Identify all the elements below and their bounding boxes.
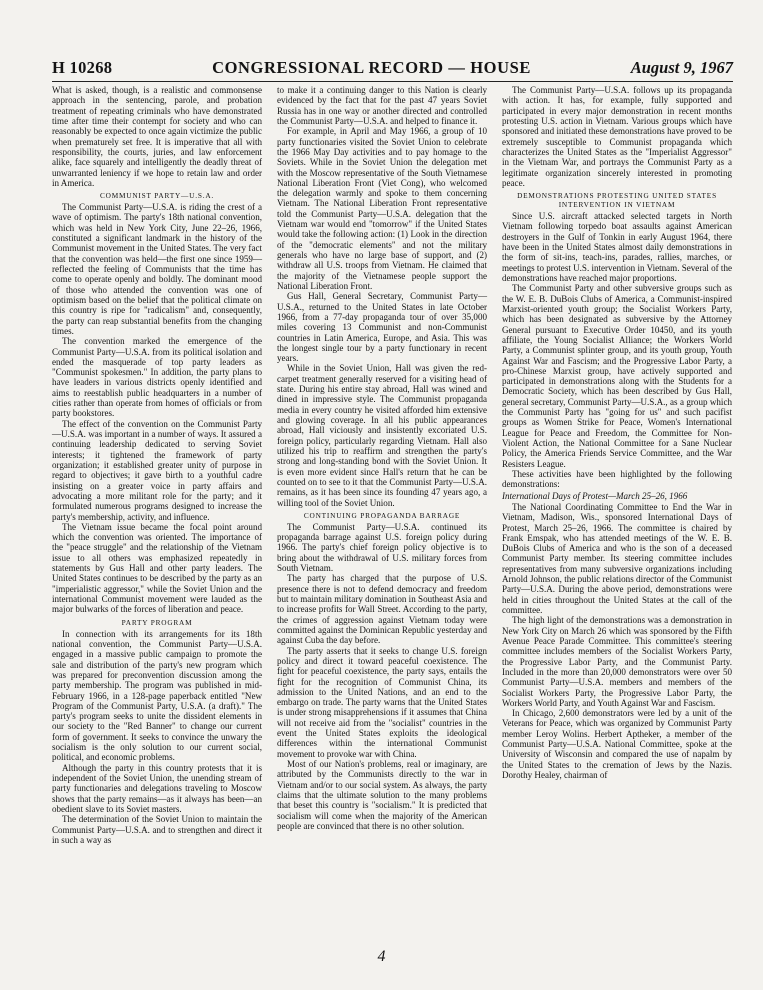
text-column-2 <box>277 85 487 831</box>
text-column-3 <box>502 85 732 780</box>
paragraph: Gus Hall, General Secretary, Communist Party—U.S.A., returned to the United States in late October 1966, from a 77-day propaganda tour of over 35,000 miles covering 13 Communist and non-Communist countries in Latin America, Europe, and Asia. This was the longest single tour by a party functionary in recent years. <box>277 291 487 364</box>
paragraph: While in the Soviet Union, Hall was given the red-carpet treatment generally reserved for a visiting head of state. During his entire stay abroad, Hall was wined and dined in impressive style. The Communist propaganda media in every country he visited afforded him extensive and glowing coverage. In all his public appearances abroad, Hall viciously and insistently excoriated U.S. foreign policy, particularly regarding Vietnam. Hall also utilized his trip to reaffirm and strengthen the party's strong and long-standing bond with the Soviet Union. It is even more evident since Hall's return that he can be counted on to see to it that the Communist Party—U.S.A. remains, as it has been since its founding 47 years ago, a willing tool of the Soviet Union. <box>277 363 487 508</box>
paragraph: Although the party in this country protests that it is independent of the Soviet Union, the unending stream of party functionaries and delegations traveling to Moscow shows that the party remains—as it always has been—an obedient slave to its Soviet masters. <box>52 762 262 814</box>
paragraph: The Communist Party—U.S.A. follows up its propaganda with action. It has, for example, fully supported and participated in every major demonstration in recent months protesting U.S. action in Vietnam. Various groups which have sponsored and initiated these demonstrations have proved to be extremely susceptible to Communist propaganda which characterizes the United States as the "Imperialist Aggressor" in the Vietnam War, and portrays the Communist Party as a legitimate organization sincerely interested in promoting peace. <box>502 85 732 188</box>
paragraph: Most of our Nation's problems, real or imaginary, are attributed by the Communists directly to the war in Vietnam and/or to our social system. As always, the party claims that the ultimate solution to the many problems that beset this country is "socialism." It is predicted that socialism will come when the majority of the American people are convinced that there is no other solution. <box>277 759 487 831</box>
paragraph: The effect of the convention on the Communist Party—U.S.A. was important in a number of ways. It assured a continuing leadership dedicated to serving Soviet interests; it tightened the framework of party organization; it established greater unity of purpose in regard to objectives; it gave birth to a youthful cadre insisting on a greater voice in party affairs and advocating a more militant role for the party; and it formulated numerous programs designed to increase the party's membership, activity, and influence. <box>52 418 262 522</box>
paragraph: The National Coordinating Committee to End the War in Vietnam, Madison, Wis., sponsored International Days of Protest, March 25–26, 1966. The committee is chaired by Frank Emspak, who has attended meetings of the W. E. B. DuBois Clubs of America and who is the son of a deceased Communist Party member. Its steering committee includes representatives from many subversive organizations including Arnold Johnson, the public relations director of the Communist Party—U.S.A. During the above period, demonstrations were held in cities throughout the United States at the call of the committee. <box>502 501 732 615</box>
page-header <box>52 58 733 80</box>
section-heading: DEMONSTRATIONS PROTESTING UNITED STATES INTERVENTION IN VIETNAM <box>517 191 717 210</box>
section-heading: COMMUNIST PARTY—U.S.A. <box>99 191 215 201</box>
paragraph: The high light of the demonstrations was a demonstration in New York City on March 26 which was sponsored by the Fifth Avenue Peace Parade Committee. This committee's steering committee includes members of the Socialist Workers Party, the Progressive Labor Party, and the Communist Party. Included in the more than 20,000 demonstrators were over 50 Communist Party—U.S.A. members and members of the Socialist Workers Party, the Progressive Labor Party, the Workers World Party, and Youth Against War and Fascism. <box>502 615 732 708</box>
paragraph: The convention marked the emergence of the Communist Party—U.S.A. from its political isolation and ended the masquerade of top party leaders as "Communist spokesmen." In addition, the party plans to have leaders in various districts openly identified and aims to reestablish public headquarters in a number of cities rather than operate from homes of officials or from party bookstores. <box>52 336 262 419</box>
subsection-heading: International Days of Protest—March 25–26, 1966 <box>502 490 688 501</box>
paragraph: These activities have been highlighted by the following demonstrations: <box>502 468 732 490</box>
paragraph: For example, in April and May 1966, a group of 10 party functionaries visited the Soviet Union to celebrate the 1966 May Day activities and to pay homage to the Soviets. While in the Soviet Union the delegation met with the Moscow representative of the South Vietnamese National Liberation Front (Viet Cong), who welcomed the delegation warmly and spoke to them concerning Vietnam. The National Liberation Front representative told the Communist Party—U.S.A. delegation that the Vietnam war would end "tomorrow" if the United States would take the following action: (1) Look in the direction of the "democratic elements" and not the military generals who have no large base of support, and (2) withdraw all U.S. troops from Vietnam. He claimed that the majority of the Vietnamese people support the National Liberation Front. <box>277 126 487 291</box>
paragraph: The Communist Party and other subversive groups such as the W. E. B. DuBois Clubs of America, a Communist-inspired Marxist-oriented youth group; the Socialist Workers Party, which has been designated as subversive by the Attorney General pursuant to Executive Order 10450, and its youth affiliate, the Young Socialist Alliance; the Workers World Party, a Communist splinter group, and its youth group, Youth Against War and Fascism; and the Progressive Labor Party, a pro-Chinese Marxist group, have actively supported and participated in demonstrations along with the Students for a Democratic Society, which has been described by Gus Hall, general secretary, Communist Party—U.S.A., as a group which the Communist Party has "going for us" and such pacifist groups as Women Strike for Peace, Women's International League for Peace and Freedom, the Committee for Non-Violent Action, the National Committee for a Sane Nuclear Policy, the America Friends Service Committee, and the War Resisters League. <box>502 283 732 469</box>
paragraph: The Communist Party—U.S.A. is riding the crest of a wave of optimism. The party's 18th national convention, which was held in New York City, June 22–26, 1966, constituted a significant landmark in the history of the Communist movement in the United States. The very fact that the convention was held—the first one since 1959—reflected the feeling of Communists that the time has come to operate openly and boldly. The dominant mood of those who attended the convention was one of optimism based on the belief that the political climate on this country is ripe for "radicalism" and, consequently, the party can reap substantial benefits from the changing times. <box>52 202 262 336</box>
paragraph: The party has charged that the purpose of U.S. presence there is not to defend democracy and freedom but to maintain military domination in Southeast Asia and to increase profits for Wall Street. According to the party, the crimes of aggression against Vietnam today were committed against the Dominican Republic yesterday and against Cuba the day before. <box>277 573 487 646</box>
paragraph: The party asserts that it seeks to change U.S. foreign policy and direct it toward peaceful coexistence. The fight for peaceful coexistence, the party says, entails the fight for the recognition of Communist China, its admission to the United Nations, and an end to the embargo on trade. The party warns that the United States is under strong misapprehensions if it assumes that China will not receive aid from the "socialist" countries in the event the United States exploits the ideological differences within the international Communist movement to provoke war with China. <box>277 645 487 759</box>
paragraph: What is asked, though, is a realistic and commonsense approach in the sentencing, parole, and probation treatment of repeating criminals who have demonstrated time after time their contempt for society and who can reasonably be expected to once again victimize the public when prematurely set free. It is imperative that all with responsibility, the courts, juries, and law enforcement alike, face squarely and intelligently the deadly threat of unwarranted leniency if we hope to retain law and order in America. <box>52 85 262 188</box>
section-heading: CONTINUING PROPAGANDA BARRAGE <box>303 510 461 520</box>
header-rule <box>52 81 733 82</box>
paragraph: to make it a continuing danger to this Nation is clearly evidenced by the fact that for the past 47 years Soviet Russia has in one way or another directed and controlled the Communist Party—U.S.A. and helped to finance it. <box>277 85 487 126</box>
handwritten-page-mark: 4 <box>377 948 386 965</box>
paragraph: Since U.S. aircraft attacked selected targets in North Vietnam following torpedo boat assaults against American destroyers in the Gulf of Tonkin in early August 1964, there have been in the United States almost daily demonstrations in the form of sit-ins, teach-ins, parades, rallies, marches, or meetings to protest U.S. intervention in Vietnam. Several of the demonstrations have reached major proportions. <box>502 211 732 283</box>
paragraph: The Vietnam issue became the focal point around which the convention was oriented. The importance of the "peace struggle" and the relationship of the Vietnam issue to all others was emphasized repeatedly in statements by Gus Hall and other party leaders. The United States continues to be described by the party as an "imperialistic aggressor," while the Soviet Union and the international Communist movement were lauded as the major bulwarks of the forces of liberation and peace. <box>52 521 262 615</box>
text-column-1 <box>52 85 262 845</box>
issue-date: August 9, 1967 <box>630 58 733 77</box>
paragraph: In Chicago, 2,600 demonstrators were led by a unit of the Veterans for Peace, which was organized by Communist Party member Leroy Wolins. Herbert Aptheker, a member of the Communist Party—U.S.A. National Committee, spoke at the University of Wisconsin and compared the use of napalm by the United States to the cremation of Jews by the Nazis. Dorothy Healey, chairman of <box>502 708 732 780</box>
paragraph: The determination of the Soviet Union to maintain the Communist Party—U.S.A. and to strengthen and direct it in such a way as <box>52 814 262 845</box>
paragraph: The Communist Party—U.S.A. continued its propaganda barrage against U.S. foreign policy during 1966. The party's chief foreign policy objective is to bring about the withdrawal of U.S. military forces from South Vietnam. <box>277 521 487 574</box>
paragraph: In connection with its arrangements for its 18th national convention, the Communist Party—U.S.A. engaged in a massive public campaign to promote the sale and distribution of the party's new program which was prepared for preconvention discussion among the party membership. The program was published in mid-February 1966, in a 128-page paperback entitled "New Program of the Communist Party, U.S.A. (a draft)." The party's program seeks to unite the dissident elements in our society to the "Red Banner" to change our current form of government. It seeks to convince the unwary the socialism is the only solution to our current social, political, and economic problems. <box>52 628 262 763</box>
publication-title: CONGRESSIONAL RECORD — HOUSE <box>212 58 531 77</box>
page-number: H 10268 <box>52 58 113 77</box>
section-heading: PARTY PROGRAM <box>121 617 193 627</box>
